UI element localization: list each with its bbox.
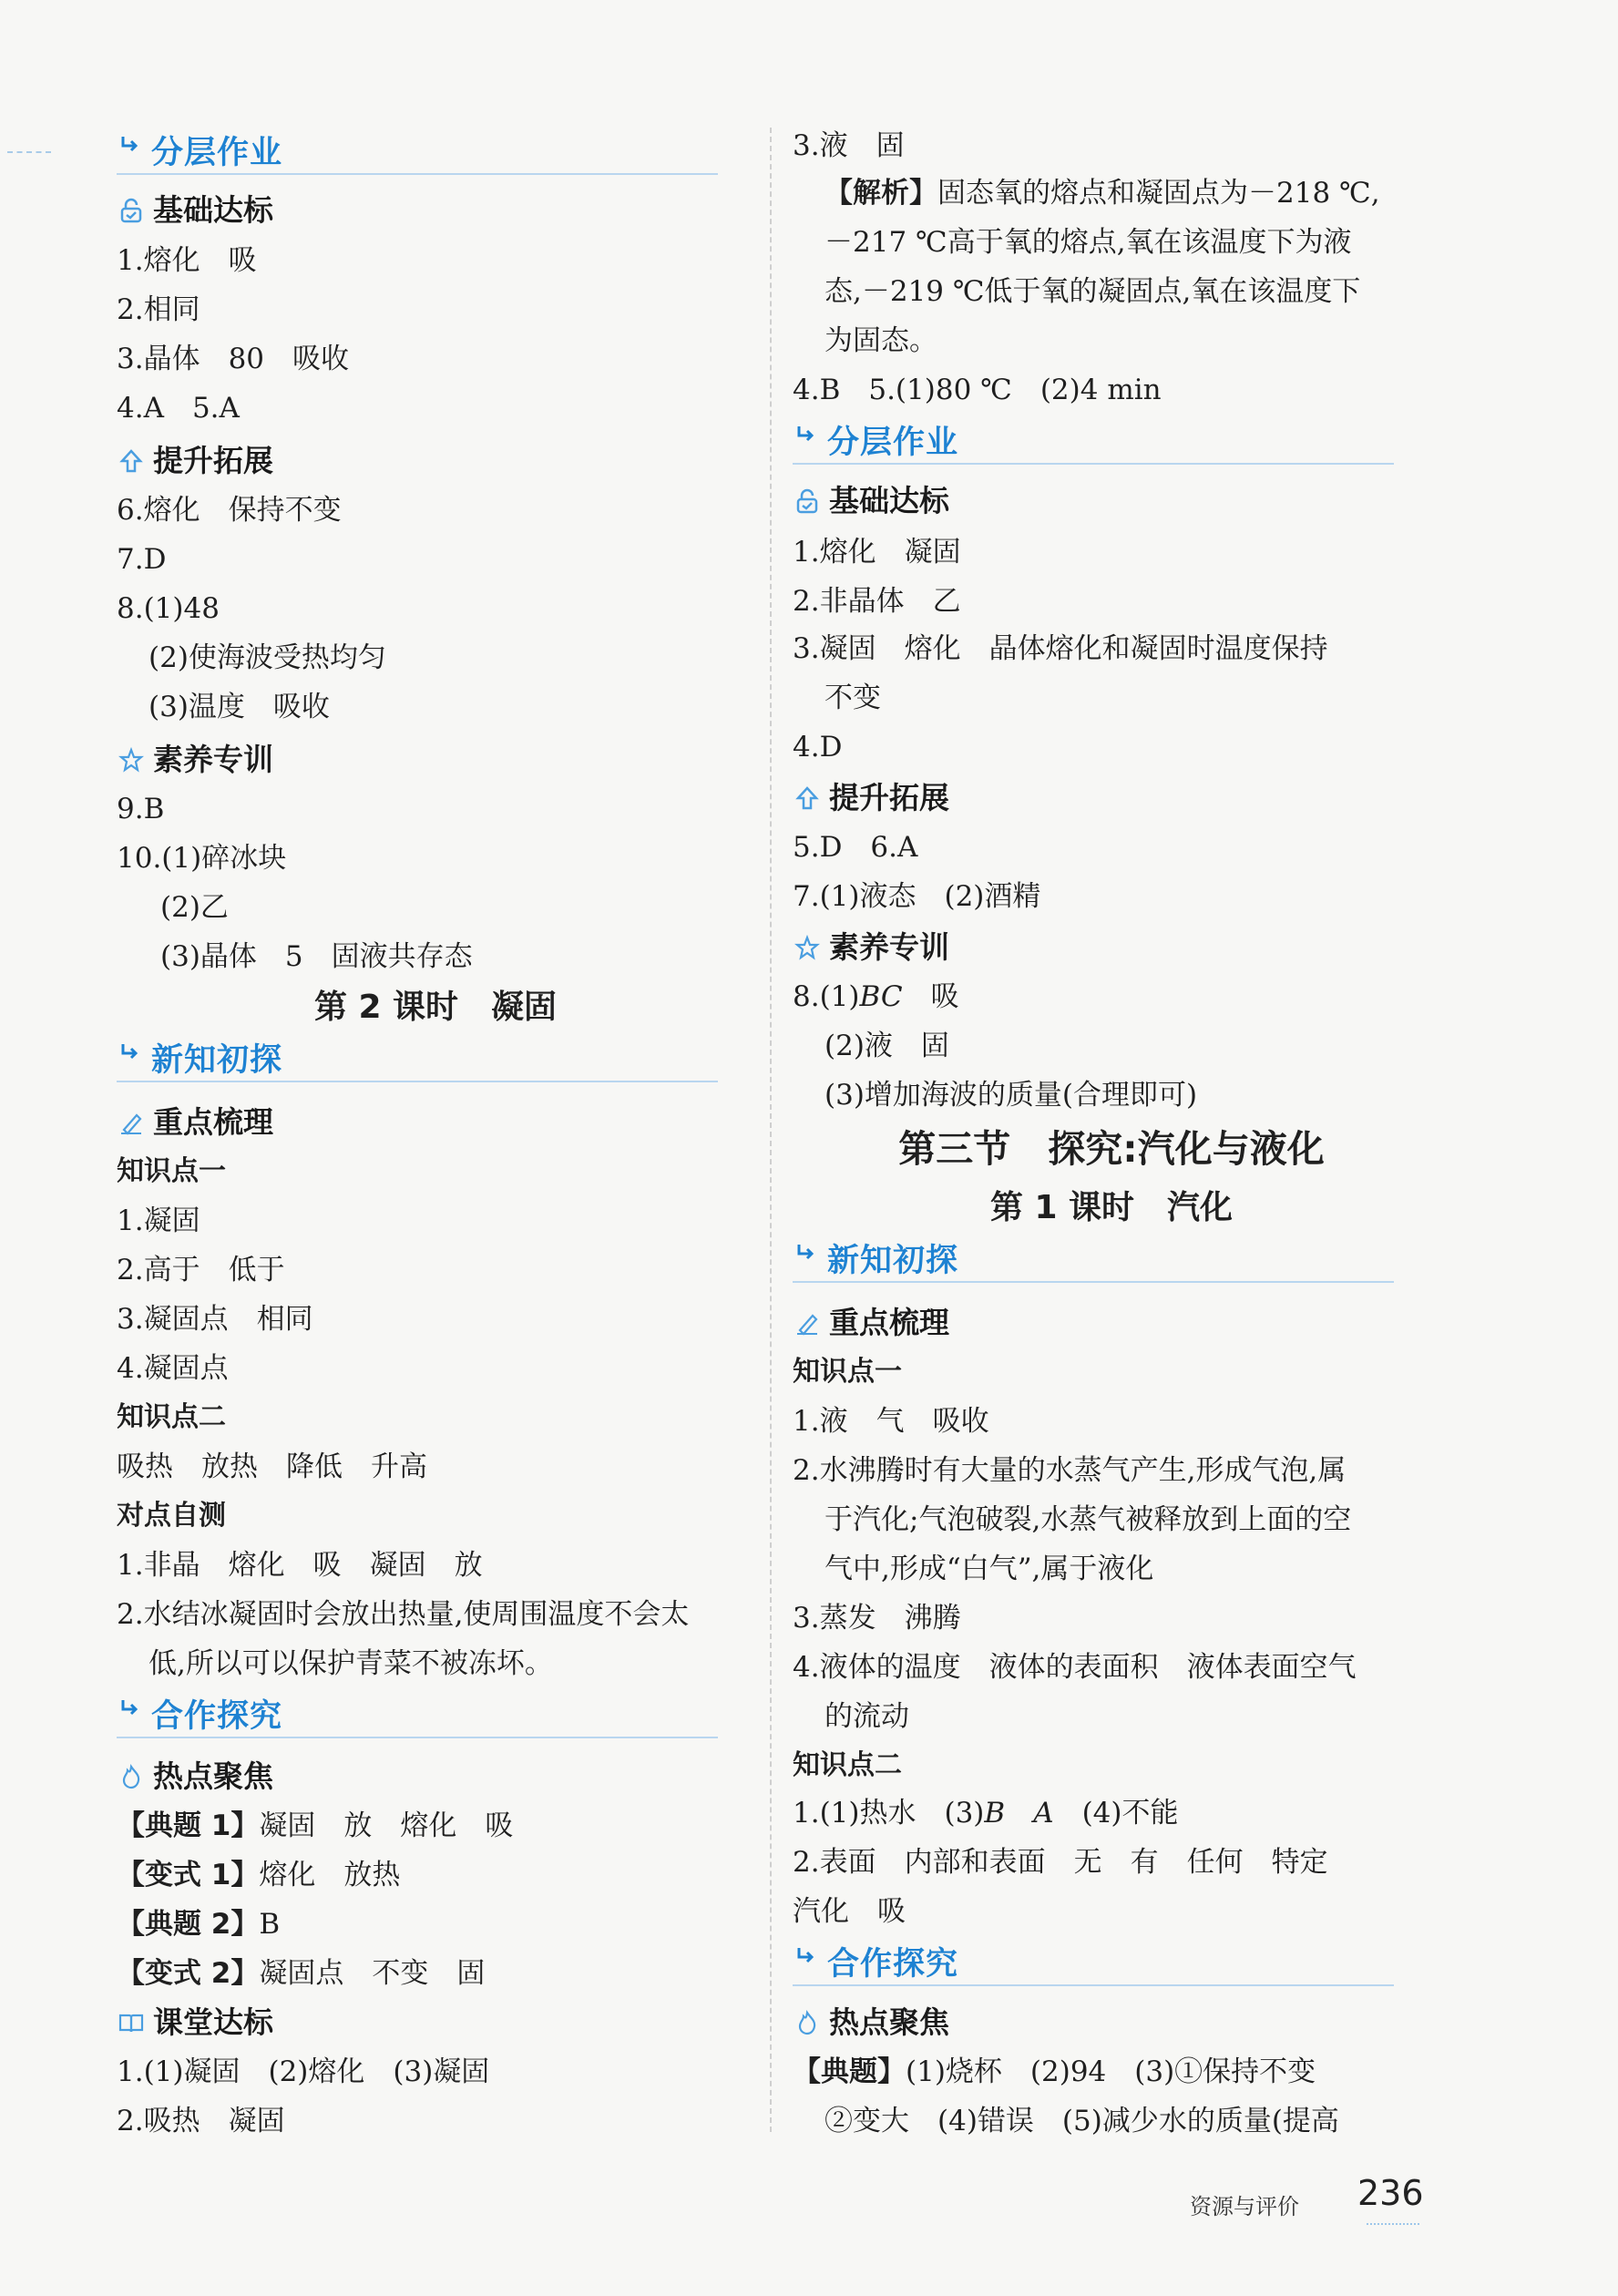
- section-header-layered-homework: [117, 126, 718, 175]
- section-title: 新知初探: [151, 1042, 283, 1079]
- answer-line: 7.D: [117, 543, 167, 576]
- answer-line: [793, 979, 959, 1015]
- answer-line: 2.水沸腾时有大量的水蒸气产生,形成气泡,属: [793, 1454, 1347, 1487]
- section-title: 分层作业: [827, 425, 959, 461]
- answer-text: [1005, 1797, 1033, 1830]
- answer-line: 6.熔化 保持不变: [117, 494, 342, 527]
- answer-line: 3.蒸发 沸腾: [793, 1602, 961, 1635]
- answer-line: 4.液体的温度 液体的表面积 液体表面空气: [793, 1651, 1357, 1684]
- example-line: [117, 1808, 513, 1844]
- example-answer: 凝固 放 熔化 吸: [259, 1809, 514, 1842]
- up-arrow-icon: [118, 448, 144, 474]
- answer-line: 1.非晶 熔化 吸 凝固 放: [117, 1549, 483, 1582]
- variant-tag: 【变式 2】: [117, 1957, 260, 1990]
- answer-line: 1.(1)凝固 (2)熔化 (3)凝固: [117, 2055, 490, 2088]
- answer-line: 9.B: [117, 793, 165, 825]
- answer-line: 2.相同: [117, 293, 200, 326]
- analysis-line: －217 ℃高于氧的熔点,氧在该温度下为液: [824, 226, 1352, 259]
- corner-arrow-icon: [796, 1946, 814, 1966]
- answer-text: 1.(1)热水 (3): [793, 1797, 985, 1830]
- answer-text: 吸: [902, 980, 959, 1013]
- example-answer: (1)烧杯 (2)94 (3)①保持不变: [906, 2055, 1316, 2088]
- answer-line: 汽化 吸: [793, 1895, 906, 1928]
- subsection-title: 提升拓展: [153, 443, 273, 478]
- section-header-new-knowledge: [793, 1234, 1394, 1283]
- answer-line: 气中,形成“白气”,属于液化: [824, 1553, 1154, 1585]
- answer-line: 2.吸热 凝固: [117, 2105, 285, 2137]
- section-header-layered-homework: [793, 415, 1394, 465]
- answer-line: 4.D: [793, 731, 843, 764]
- analysis-line: 为固态。: [824, 324, 937, 357]
- subsection-title: 热点聚焦: [153, 1758, 273, 1794]
- answer-variable: BC: [859, 980, 903, 1013]
- corner-arrow-icon: [120, 1042, 138, 1062]
- answer-line: 3.凝固点 相同: [117, 1303, 313, 1336]
- column-divider: [770, 128, 772, 2132]
- answer-line: 不变: [824, 682, 881, 714]
- answer-line: 3.凝固 熔化 晶体熔化和凝固时温度保持: [793, 632, 1328, 665]
- chapter-title: 第三节 探究:汽化与液化: [898, 1127, 1325, 1171]
- lock-icon: [118, 198, 144, 223]
- example-answer: B: [259, 1908, 281, 1941]
- answer-line: (2)使海波受热均匀: [148, 641, 386, 674]
- answer-line: 7.(1)液态 (2)酒精: [793, 880, 1041, 913]
- answer-line: 吸热 放热 降低 升高: [117, 1450, 427, 1483]
- answer-line: 低,所以可以保护青菜不被冻坏。: [148, 1647, 553, 1680]
- answer-line: (2)液 固: [824, 1030, 949, 1062]
- answer-line: 3.液 固: [793, 129, 905, 162]
- variant-line: [117, 1955, 485, 1992]
- pen-icon: [118, 1110, 144, 1135]
- section-title: 合作探究: [151, 1698, 283, 1735]
- answer-line: 的流动: [824, 1700, 909, 1733]
- example-tag: 【典题 2】: [117, 1908, 260, 1941]
- corner-arrow-icon: [120, 1698, 138, 1718]
- footer-decoration: [1367, 2223, 1419, 2225]
- lesson-title: 第 2 课时 凝固: [313, 989, 558, 1026]
- answer-line: 2.非晶体 乙: [793, 585, 961, 618]
- analysis-text: 固态氧的熔点和凝固点为－218 ℃,: [937, 177, 1380, 210]
- subsection-title: 基础达标: [829, 483, 949, 518]
- flame-icon: [794, 2010, 820, 2035]
- knowledge-point-label: 知识点一: [793, 1356, 902, 1388]
- answer-line: 4.B 5.(1)80 ℃ (2)4 min: [793, 374, 1162, 406]
- answer-line: (2)乙: [160, 891, 229, 924]
- corner-arrow-icon: [796, 1243, 814, 1263]
- star-icon: [118, 747, 144, 773]
- answer-line: [793, 1795, 1179, 1831]
- answer-line: 4.A 5.A: [117, 392, 240, 425]
- corner-arrow-icon: [796, 425, 814, 445]
- knowledge-point-label: 知识点一: [117, 1155, 226, 1187]
- answer-line: 2.表面 内部和表面 无 有 任何 特定: [793, 1846, 1328, 1879]
- subsection-title: 重点梳理: [829, 1305, 949, 1340]
- lesson-title: 第 1 课时 汽化: [989, 1189, 1234, 1226]
- example-tag: 【典题】: [793, 2055, 906, 2088]
- example-line: [793, 2054, 1316, 2090]
- answer-line: 3.晶体 80 吸收: [117, 343, 350, 375]
- answer-line: (3)温度 吸收: [148, 691, 330, 723]
- answer-line: 1.熔化 吸: [117, 244, 257, 277]
- answer-line: 1.熔化 凝固: [793, 536, 961, 569]
- answer-text: 8.(1): [793, 980, 860, 1013]
- answer-variable: A: [1033, 1797, 1054, 1830]
- answer-line: 4.凝固点: [117, 1352, 229, 1385]
- variant-line: [117, 1857, 400, 1893]
- self-test-label: 对点自测: [117, 1500, 226, 1532]
- section-header-cooperation: [117, 1689, 718, 1738]
- example-line: [117, 1906, 280, 1942]
- answer-line: 10.(1)碎冰块: [117, 842, 287, 875]
- example-tag: 【典题 1】: [117, 1809, 260, 1842]
- answer-line: 5.D 6.A: [793, 831, 918, 864]
- section-title: 分层作业: [151, 135, 283, 171]
- up-arrow-icon: [794, 785, 820, 811]
- book-icon: [118, 2010, 144, 2035]
- analysis-tag: 【解析】: [824, 177, 937, 210]
- corner-dash-decoration: [7, 151, 51, 153]
- answer-line: 1.液 气 吸收: [793, 1405, 989, 1438]
- footer-label: 资源与评价: [1190, 2194, 1299, 2219]
- subsection-title: 重点梳理: [153, 1104, 273, 1140]
- section-title: 新知初探: [827, 1243, 959, 1279]
- subsection-title: 素养专训: [829, 929, 949, 965]
- answer-line: 8.(1)48: [117, 592, 220, 625]
- answer-line: 于汽化;气泡破裂,水蒸气被释放到上面的空: [824, 1503, 1352, 1536]
- subsection-title: 基础达标: [153, 192, 273, 228]
- variant-answer: 熔化 放热: [259, 1859, 401, 1891]
- analysis-line: [793, 175, 1380, 211]
- variant-answer: 凝固点 不变 固: [259, 1957, 486, 1990]
- corner-arrow-icon: [120, 135, 138, 155]
- subsection-title: 提升拓展: [829, 780, 949, 815]
- answer-line: 2.水结冰凝固时会放出热量,使周围温度不会太: [117, 1598, 690, 1631]
- lock-icon: [794, 488, 820, 514]
- answer-line: 2.高于 低于: [117, 1254, 285, 1286]
- answer-line: (3)晶体 5 固液共存态: [160, 940, 473, 973]
- subsection-title: 素养专训: [153, 742, 273, 777]
- answer-text: (4)不能: [1053, 1797, 1179, 1830]
- subsection-title: 热点聚焦: [829, 2004, 949, 2040]
- subsection-title: 课堂达标: [153, 2004, 273, 2040]
- analysis-line: 态,－219 ℃低于氧的凝固点,氧在该温度下: [824, 275, 1361, 308]
- flame-icon: [118, 1764, 144, 1789]
- answer-line: (3)增加海波的质量(合理即可): [824, 1079, 1198, 1112]
- section-header-cooperation: [793, 1937, 1394, 1986]
- section-title: 合作探究: [827, 1946, 959, 1983]
- knowledge-point-label: 知识点二: [117, 1401, 226, 1433]
- page-number: 236: [1357, 2173, 1424, 2213]
- star-icon: [794, 935, 820, 960]
- example-line: ②变大 (4)错误 (5)减少水的质量(提高: [824, 2105, 1339, 2137]
- pen-icon: [794, 1310, 820, 1336]
- knowledge-point-label: 知识点二: [793, 1749, 902, 1781]
- variant-tag: 【变式 1】: [117, 1859, 260, 1891]
- answer-line: 1.凝固: [117, 1204, 200, 1237]
- answer-variable: B: [984, 1797, 1006, 1830]
- section-header-new-knowledge: [117, 1033, 718, 1082]
